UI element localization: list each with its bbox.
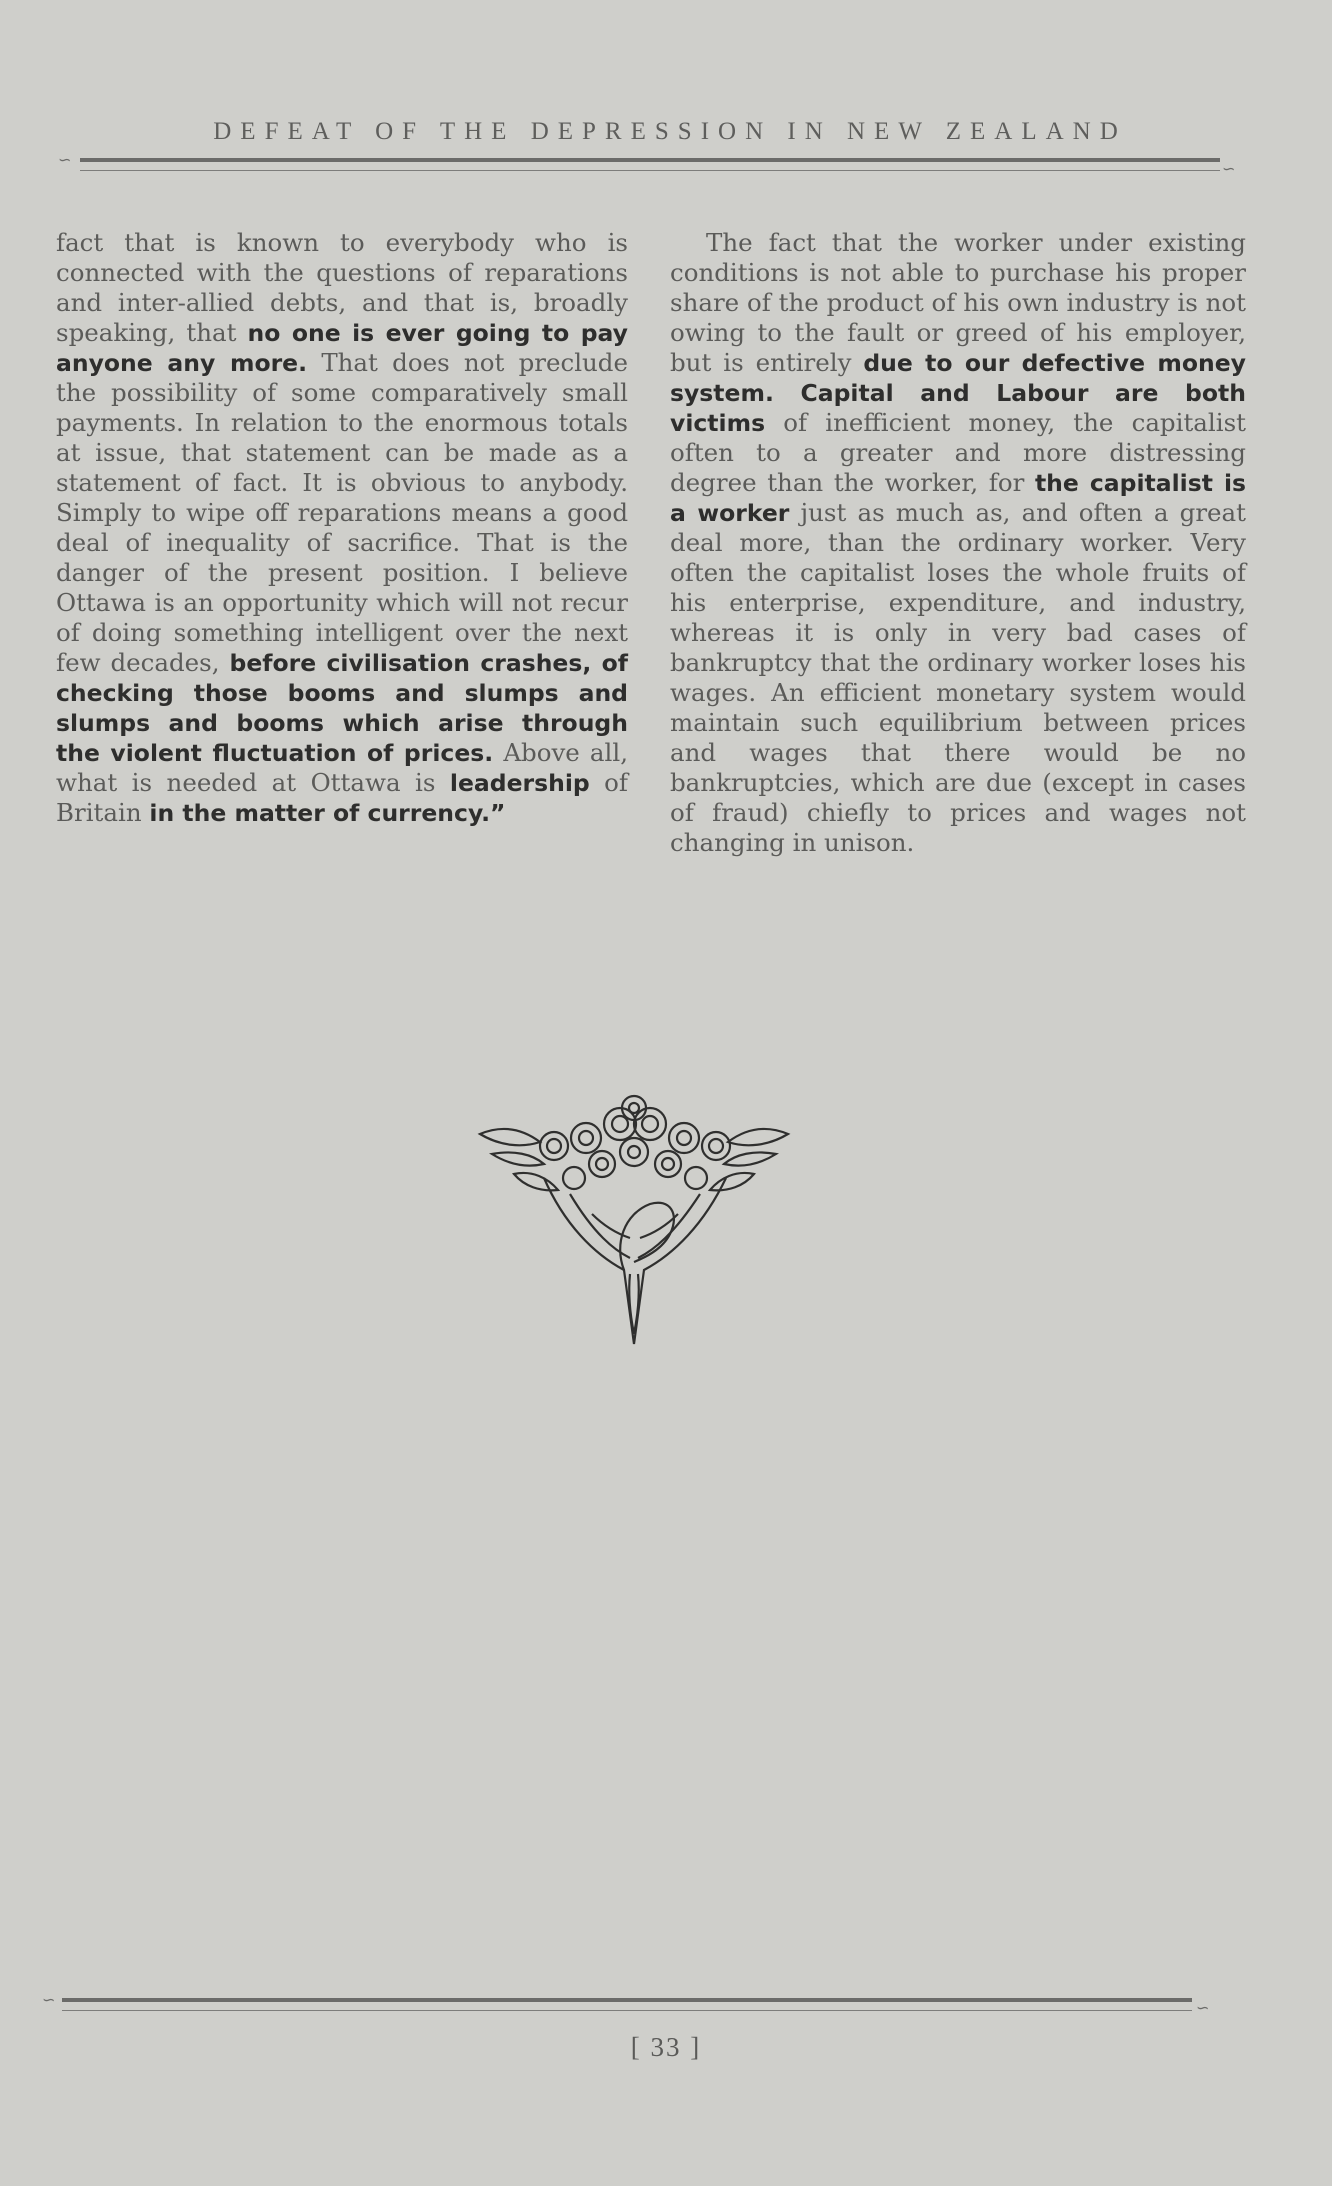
scroll-flourish-icon: ∽ <box>1222 159 1236 178</box>
emphasis-text: before civilisation crashes, of checking those booms and slumps and slumps and booms which arise through the violent fluctuation of prices. <box>56 649 628 767</box>
body-text: of inefficient money, the capitalist often to a greater and more distressing degree than the worker, for <box>670 408 1246 497</box>
left-column-text <box>56 228 628 828</box>
body-text: The fact that the worker under existing conditions is not able to purchase his proper share of the product of his own industry is not owing to the fault or greed of his employer, but is entirely <box>670 228 1246 377</box>
header-rule <box>80 158 1220 171</box>
body-text: Above all, what is needed at Ottawa is <box>56 738 628 797</box>
page-number: [ 33 ] <box>630 2032 702 2062</box>
running-header: DEFEAT OF THE DEPRESSION IN NEW ZEALAND <box>213 118 1127 145</box>
right-column-text <box>670 228 1246 858</box>
scroll-flourish-icon: ∽ <box>1196 1998 1210 2017</box>
body-text: That does not preclude the possibility of some comparatively small payments. In relation to the enormous totals at issue, that statement can be made as a statement of fact. It is obvious to anybody. Simply to wipe off reparations means a good deal of inequality of sacrifice. That is the danger of the present position. I believe Ottawa is an opportunity which will not recur of doing something intelligent over the next few decades, <box>56 348 628 677</box>
body-text: of Britain <box>56 768 628 827</box>
emphasis-text: due to our defective money system. Capital and Labour are both victims <box>670 349 1246 437</box>
body-text: just as much as, and often a great deal more, than the ordinary worker. Very often the capitalist loses the whole fruits of his enterprise, expenditure, and industry, whereas it is only in very bad cases of bankruptcy that the ordinary worker loses his wages. An efficient monetary system would maintain such equilibrium between prices and wages that there would be no bankruptcies, which are due (except in cases of fraud) chiefly to prices and wages not changing in unison. <box>670 498 1246 857</box>
emphasis-text: leadership <box>449 769 590 797</box>
body-text: fact that is known to everybody who is connected with the questions of reparations and inter-allied debts, and that is, broadly speaking, that <box>56 228 628 347</box>
scroll-flourish-icon: ∽ <box>42 1990 56 2009</box>
emphasis-text: the capitalist is a worker <box>670 469 1246 527</box>
emphasis-text: no one is ever going to pay anyone any more. <box>56 319 628 377</box>
rose-bouquet-icon <box>474 1094 794 1354</box>
footer-rule <box>62 1998 1192 2011</box>
emphasis-text: in the matter of currency.” <box>149 799 506 827</box>
scroll-flourish-icon: ∽ <box>58 150 72 169</box>
